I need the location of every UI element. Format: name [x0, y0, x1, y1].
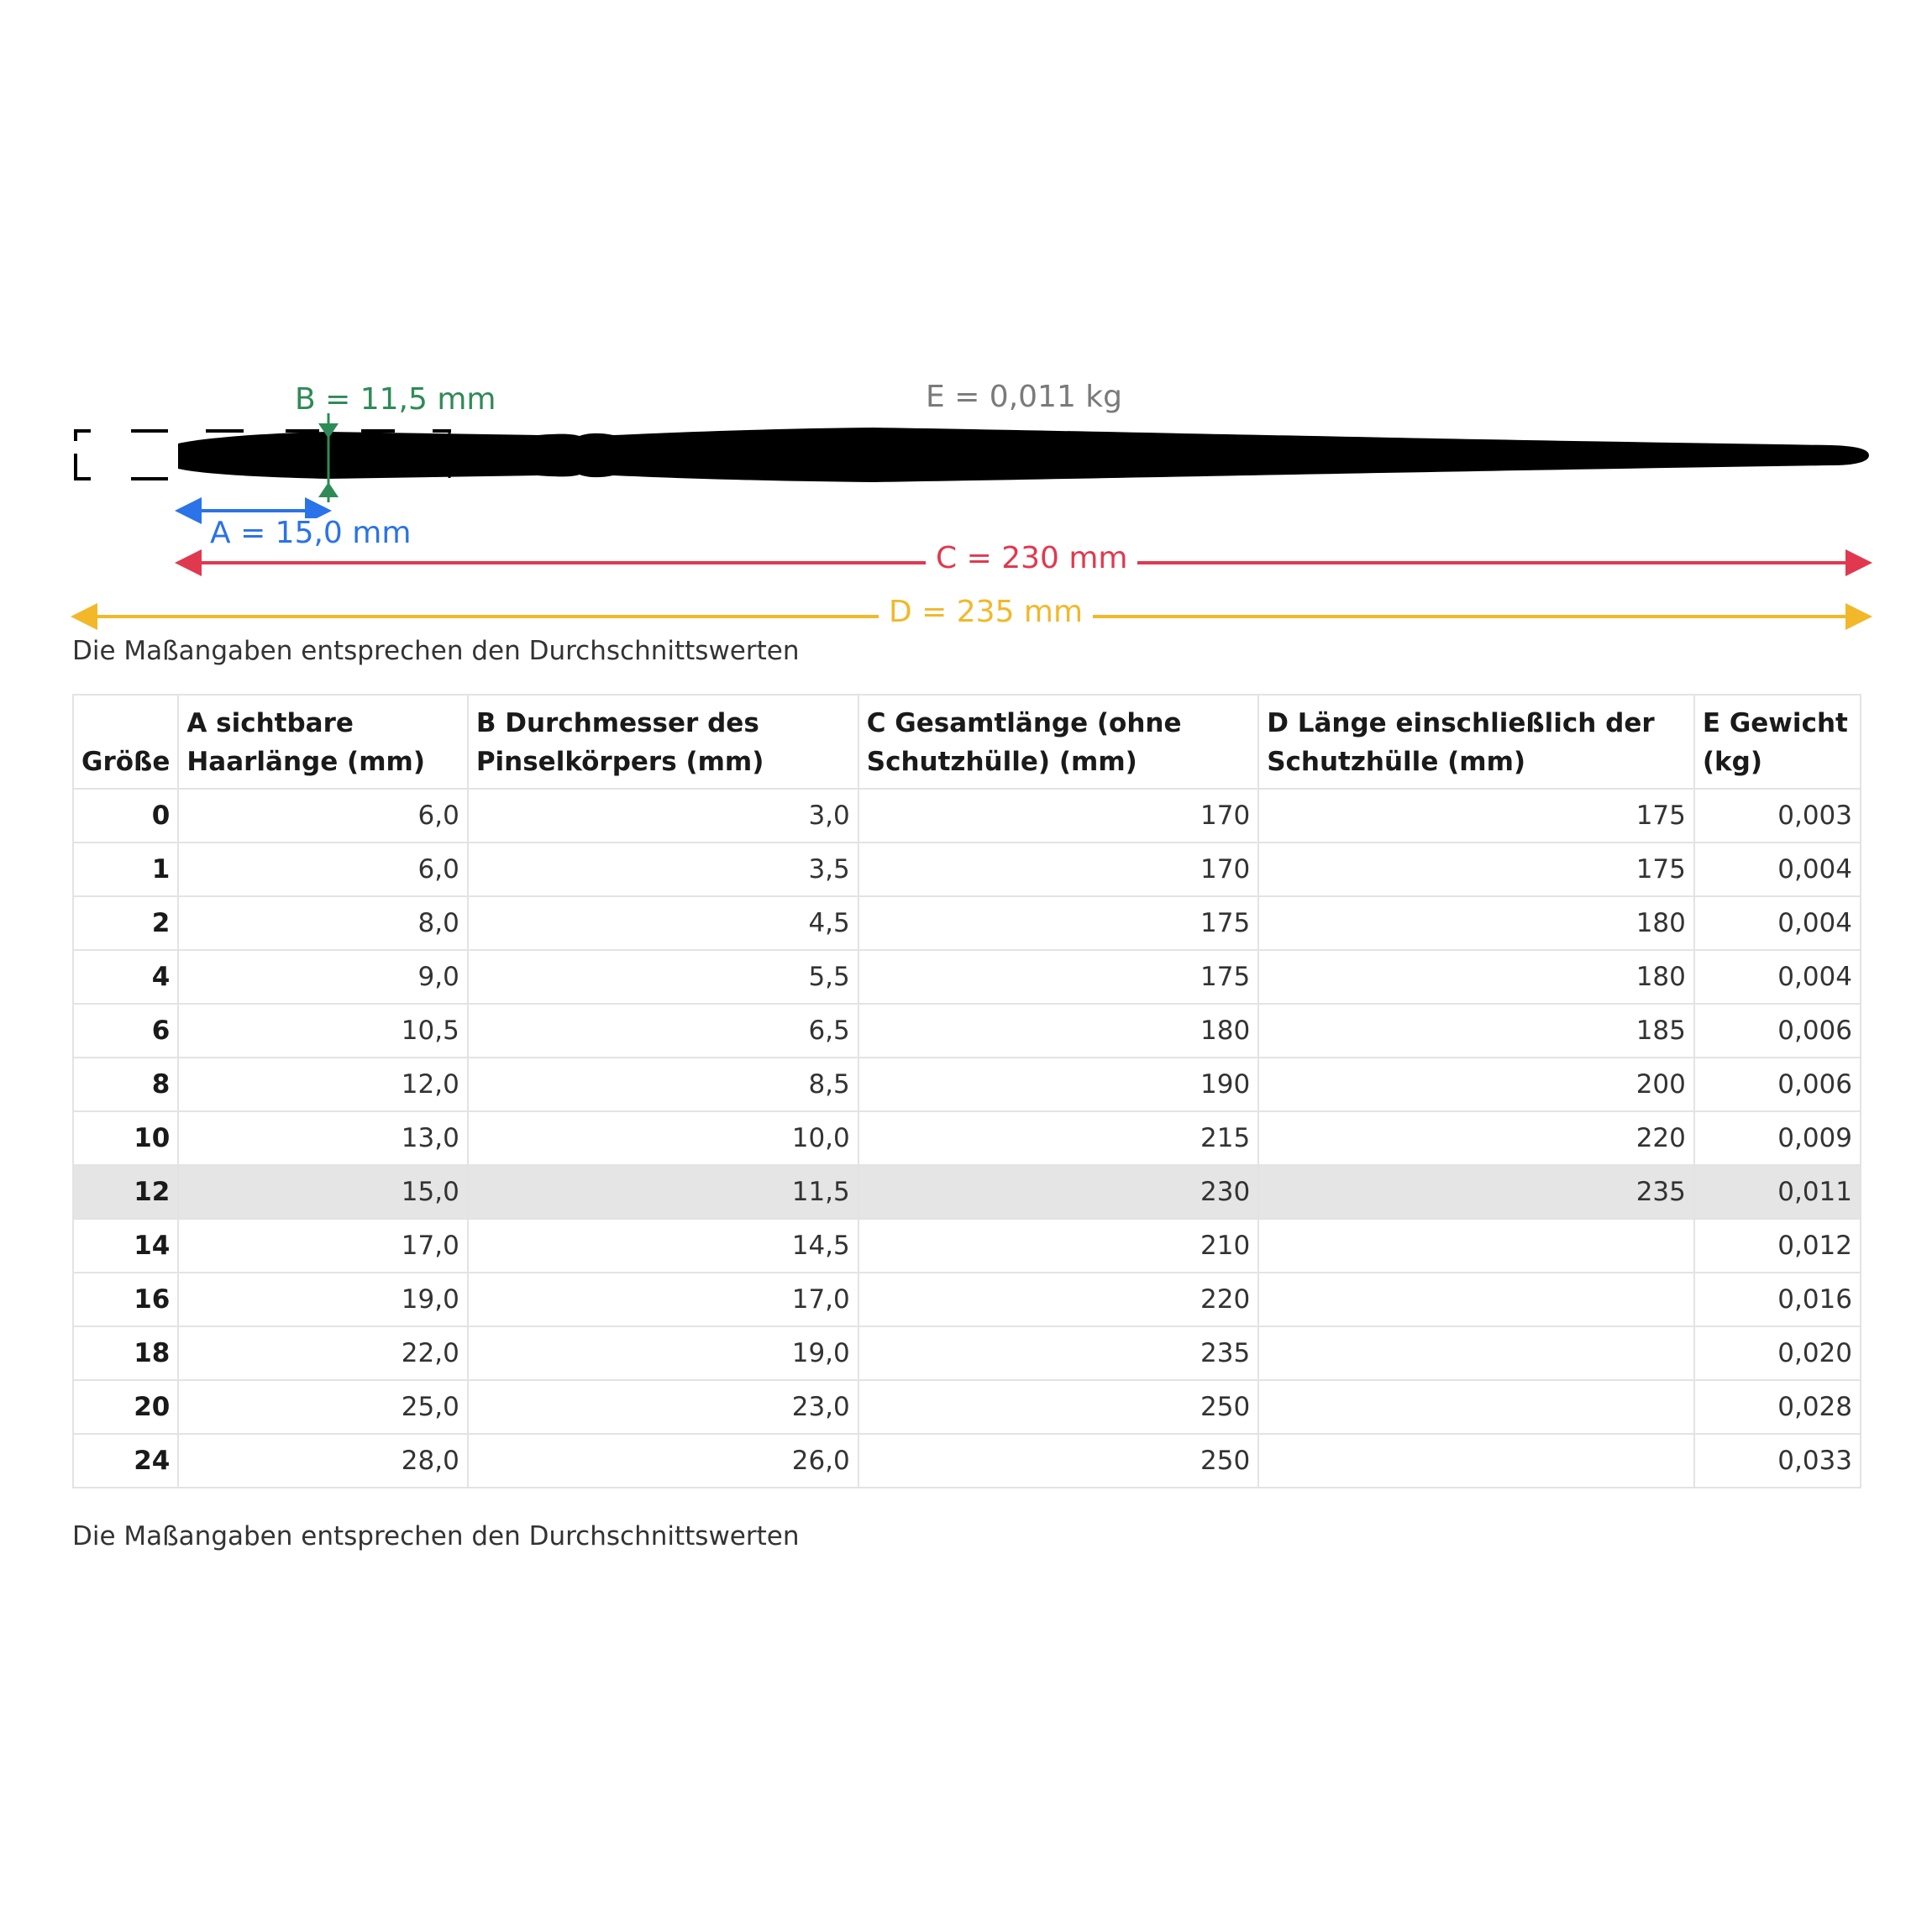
table-row: [73, 1380, 1861, 1434]
cell-total-length: 235: [858, 1326, 1258, 1380]
dimension-b-label: B = 11,5 mm: [295, 382, 496, 417]
cell-length-with-cap: [1258, 1219, 1694, 1273]
dimension-a-label: A = 15,0 mm: [210, 516, 412, 550]
table-row: [73, 789, 1861, 843]
cell-total-length: 230: [858, 1165, 1258, 1219]
cell-total-length: 250: [858, 1380, 1258, 1434]
cell-length-with-cap: 175: [1258, 843, 1694, 896]
cell-size: 8: [73, 1058, 178, 1111]
cell-diameter: 5,5: [468, 950, 858, 1004]
table-row: [73, 1058, 1861, 1111]
cell-size: 14: [73, 1219, 178, 1273]
brush-silhouette: [178, 428, 1869, 482]
cell-size: 18: [73, 1326, 178, 1380]
cell-total-length: 175: [858, 896, 1258, 950]
cell-length-with-cap: 175: [1258, 789, 1694, 843]
table-row: [73, 896, 1861, 950]
cell-weight: 0,004: [1694, 843, 1861, 896]
cell-total-length: 220: [858, 1273, 1258, 1326]
cell-size: 16: [73, 1273, 178, 1326]
cell-diameter: 6,5: [468, 1004, 858, 1058]
cell-diameter: 23,0: [468, 1380, 858, 1434]
cell-weight: 0,006: [1694, 1058, 1861, 1111]
cell-weight: 0,020: [1694, 1326, 1861, 1380]
average-values-note-bottom: Die Maßangaben entsprechen den Durchschnittswerten: [72, 1521, 800, 1551]
cell-hair-length: 15,0: [178, 1165, 467, 1219]
cell-weight: 0,004: [1694, 896, 1861, 950]
table-row: [73, 950, 1861, 1004]
table-body: [73, 789, 1861, 1488]
cell-weight: 0,011: [1694, 1165, 1861, 1219]
cell-total-length: 180: [858, 1004, 1258, 1058]
table-row: [73, 1004, 1861, 1058]
header-total-length: C Gesamtlänge (ohne Schutzhülle) (mm): [858, 695, 1258, 789]
cell-length-with-cap: [1258, 1273, 1694, 1326]
cell-diameter: 11,5: [468, 1165, 858, 1219]
cell-length-with-cap: [1258, 1380, 1694, 1434]
cell-weight: 0,028: [1694, 1380, 1861, 1434]
cell-diameter: 19,0: [468, 1326, 858, 1380]
cell-hair-length: 9,0: [178, 950, 467, 1004]
table-row: [73, 1219, 1861, 1273]
cell-weight: 0,016: [1694, 1273, 1861, 1326]
cell-length-with-cap: 185: [1258, 1004, 1694, 1058]
cell-weight: 0,033: [1694, 1434, 1861, 1488]
size-table: [72, 694, 1861, 1488]
cell-diameter: 3,0: [468, 789, 858, 843]
cell-length-with-cap: 180: [1258, 950, 1694, 1004]
table-row: [73, 1434, 1861, 1488]
cell-total-length: 210: [858, 1219, 1258, 1273]
cell-hair-length: 6,0: [178, 843, 467, 896]
cell-total-length: 170: [858, 789, 1258, 843]
cell-total-length: 170: [858, 843, 1258, 896]
brush-dimension-diagram: [0, 361, 1932, 647]
cell-hair-length: 28,0: [178, 1434, 467, 1488]
b-arrow-bottom: [318, 482, 339, 497]
cell-diameter: 17,0: [468, 1273, 858, 1326]
table-row: [73, 843, 1861, 896]
cell-hair-length: 19,0: [178, 1273, 467, 1326]
dimension-c-label: C = 230 mm: [926, 543, 1137, 574]
cell-hair-length: 25,0: [178, 1380, 467, 1434]
cell-weight: 0,006: [1694, 1004, 1861, 1058]
header-weight: E Gewicht (kg): [1694, 695, 1861, 789]
header-length-with-cap: D Länge einschließlich der Schutzhülle (mm): [1258, 695, 1694, 789]
cell-total-length: 190: [858, 1058, 1258, 1111]
cell-diameter: 10,0: [468, 1111, 858, 1165]
cell-hair-length: 10,5: [178, 1004, 467, 1058]
cell-hair-length: 13,0: [178, 1111, 467, 1165]
dimension-e-label: E = 0,011 kg: [926, 380, 1122, 414]
table-row: [73, 1326, 1861, 1380]
cell-length-with-cap: 235: [1258, 1165, 1694, 1219]
cell-length-with-cap: [1258, 1434, 1694, 1488]
cell-diameter: 3,5: [468, 843, 858, 896]
header-size: Größe: [73, 695, 178, 789]
cell-weight: 0,004: [1694, 950, 1861, 1004]
cell-size: 0: [73, 789, 178, 843]
cell-hair-length: 6,0: [178, 789, 467, 843]
cell-length-with-cap: 200: [1258, 1058, 1694, 1111]
cell-hair-length: 17,0: [178, 1219, 467, 1273]
cell-weight: 0,009: [1694, 1111, 1861, 1165]
cell-size: 4: [73, 950, 178, 1004]
cell-weight: 0,003: [1694, 789, 1861, 843]
cell-length-with-cap: [1258, 1326, 1694, 1380]
cell-size: 2: [73, 896, 178, 950]
cell-hair-length: 22,0: [178, 1326, 467, 1380]
table-row: [73, 1111, 1861, 1165]
table-row: [73, 1165, 1861, 1219]
cell-hair-length: 8,0: [178, 896, 467, 950]
cell-weight: 0,012: [1694, 1219, 1861, 1273]
cell-hair-length: 12,0: [178, 1058, 467, 1111]
cell-total-length: 175: [858, 950, 1258, 1004]
cell-total-length: 250: [858, 1434, 1258, 1488]
cell-diameter: 4,5: [468, 896, 858, 950]
cell-size: 20: [73, 1380, 178, 1434]
cell-length-with-cap: 220: [1258, 1111, 1694, 1165]
cell-size: 24: [73, 1434, 178, 1488]
table-row: [73, 1273, 1861, 1326]
cell-size: 10: [73, 1111, 178, 1165]
cell-size: 6: [73, 1004, 178, 1058]
cell-diameter: 14,5: [468, 1219, 858, 1273]
cell-length-with-cap: 180: [1258, 896, 1694, 950]
cell-diameter: 8,5: [468, 1058, 858, 1111]
dimension-d-label: D = 235 mm: [879, 597, 1093, 627]
header-hair-length: A sichtbare Haarlänge (mm): [178, 695, 467, 789]
cell-total-length: 215: [858, 1111, 1258, 1165]
cell-diameter: 26,0: [468, 1434, 858, 1488]
table-header-row: [73, 695, 1861, 789]
header-diameter: B Durchmesser des Pinselkörpers (mm): [468, 695, 858, 789]
cell-size: 1: [73, 843, 178, 896]
average-values-note-top: Die Maßangaben entsprechen den Durchschnittswerten: [72, 636, 800, 666]
cell-size: 12: [73, 1165, 178, 1219]
